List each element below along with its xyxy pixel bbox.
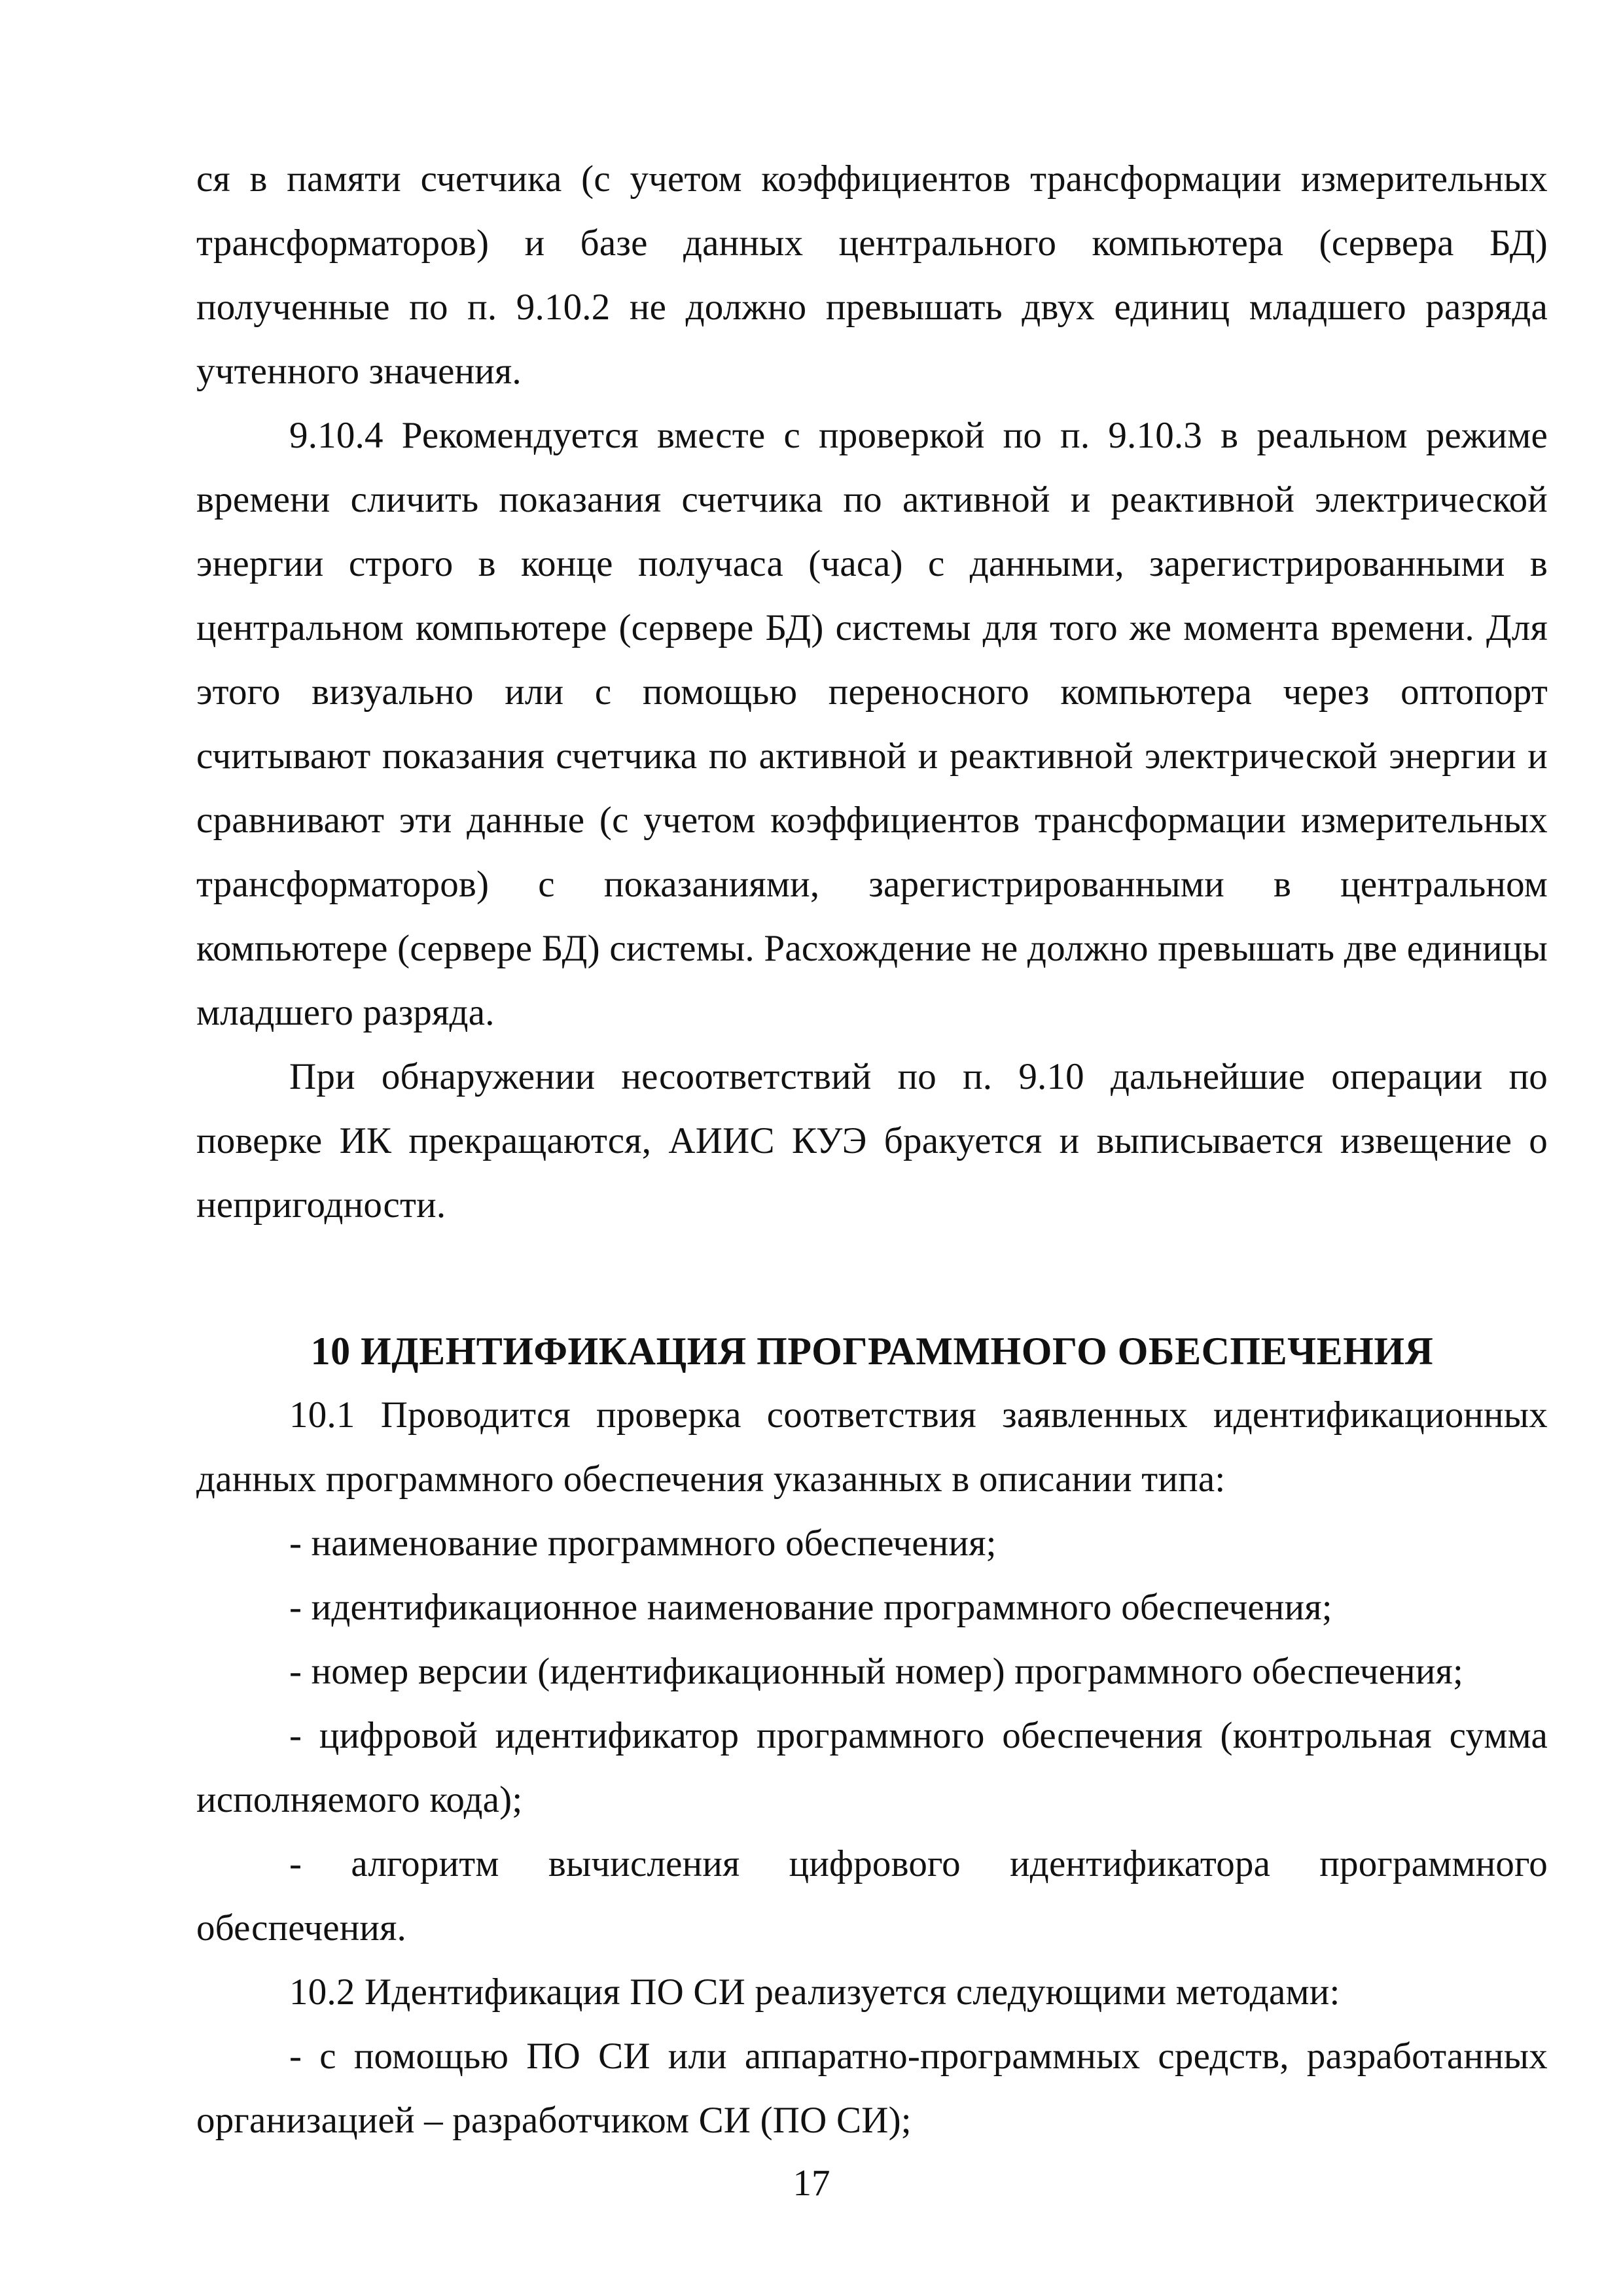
list-item-version-number: - номер версии (идентификационный номер) программного обеспечения; <box>289 1651 1463 1692</box>
list-item-methods: - с помощью ПО СИ или аппаратно-программных средств, разработанных организацией – разработчиком СИ (ПО СИ); <box>196 2036 1548 2141</box>
list-item-software-name: - наименование программного обеспечения; <box>289 1523 997 1564</box>
page-number: 17 <box>793 2163 830 2204</box>
paragraph-nonconformity: При обнаружении несоответствий по п. 9.10 дальнейшие операции по поверке ИК прекращаются, АИИС КУЭ бракуется и выписывается извещение о непригодности. <box>196 1056 1548 1226</box>
list-item-identification-name: - идентификационное наименование программного обеспечения; <box>289 1587 1332 1628</box>
section-heading-10: 10 ИДЕНТИФИКАЦИЯ ПРОГРАММНОГО ОБЕСПЕЧЕНИЯ <box>310 1330 1434 1373</box>
paragraph-9-10-4: 9.10.4 Рекомендуется вместе с проверкой по п. 9.10.3 в реальном режиме времени сличить показания счетчика по активной и реактивной электрической энергии строго в конце получаса (часа) с данными, зарегистрированными в центральном компьютере (сервере БД) системы для того же момента времени. Для этого визуально или с помощью переносного компьютера через оптопорт считывают показания счетчика по активной и реактивной электрической энергии и сравнивают эти данные (с учетом коэффициентов трансформации измерительных трансформаторов) с показаниями, зарегистрированными в центральном компьютере (сервере БД) системы. Расхождение не должно превышать две единицы младшего разряда. <box>196 415 1548 1033</box>
paragraph-continuation: ся в памяти счетчика (с учетом коэффициентов трансформации измерительных трансформаторов) и базе данных центрального компьютера (сервера БД) полученные по п. 9.10.2 не должно превышать двух единиц младшего разряда учтенного значения. <box>196 158 1548 392</box>
list-item-algorithm: - алгоритм вычисления цифрового идентификатора программного обеспечения. <box>196 1843 1548 1949</box>
page-body <box>196 147 1548 2153</box>
list-item-digital-identifier: - цифровой идентификатор программного обеспечения (контрольная сумма исполняемого кода); <box>196 1715 1548 1820</box>
paragraph-10-1: 10.1 Проводится проверка соответствия заявленных идентификационных данных программного обеспечения указанных в описании типа: <box>196 1394 1548 1500</box>
paragraph-10-2: 10.2 Идентификация ПО СИ реализуется следующими методами: <box>289 1971 1340 2013</box>
